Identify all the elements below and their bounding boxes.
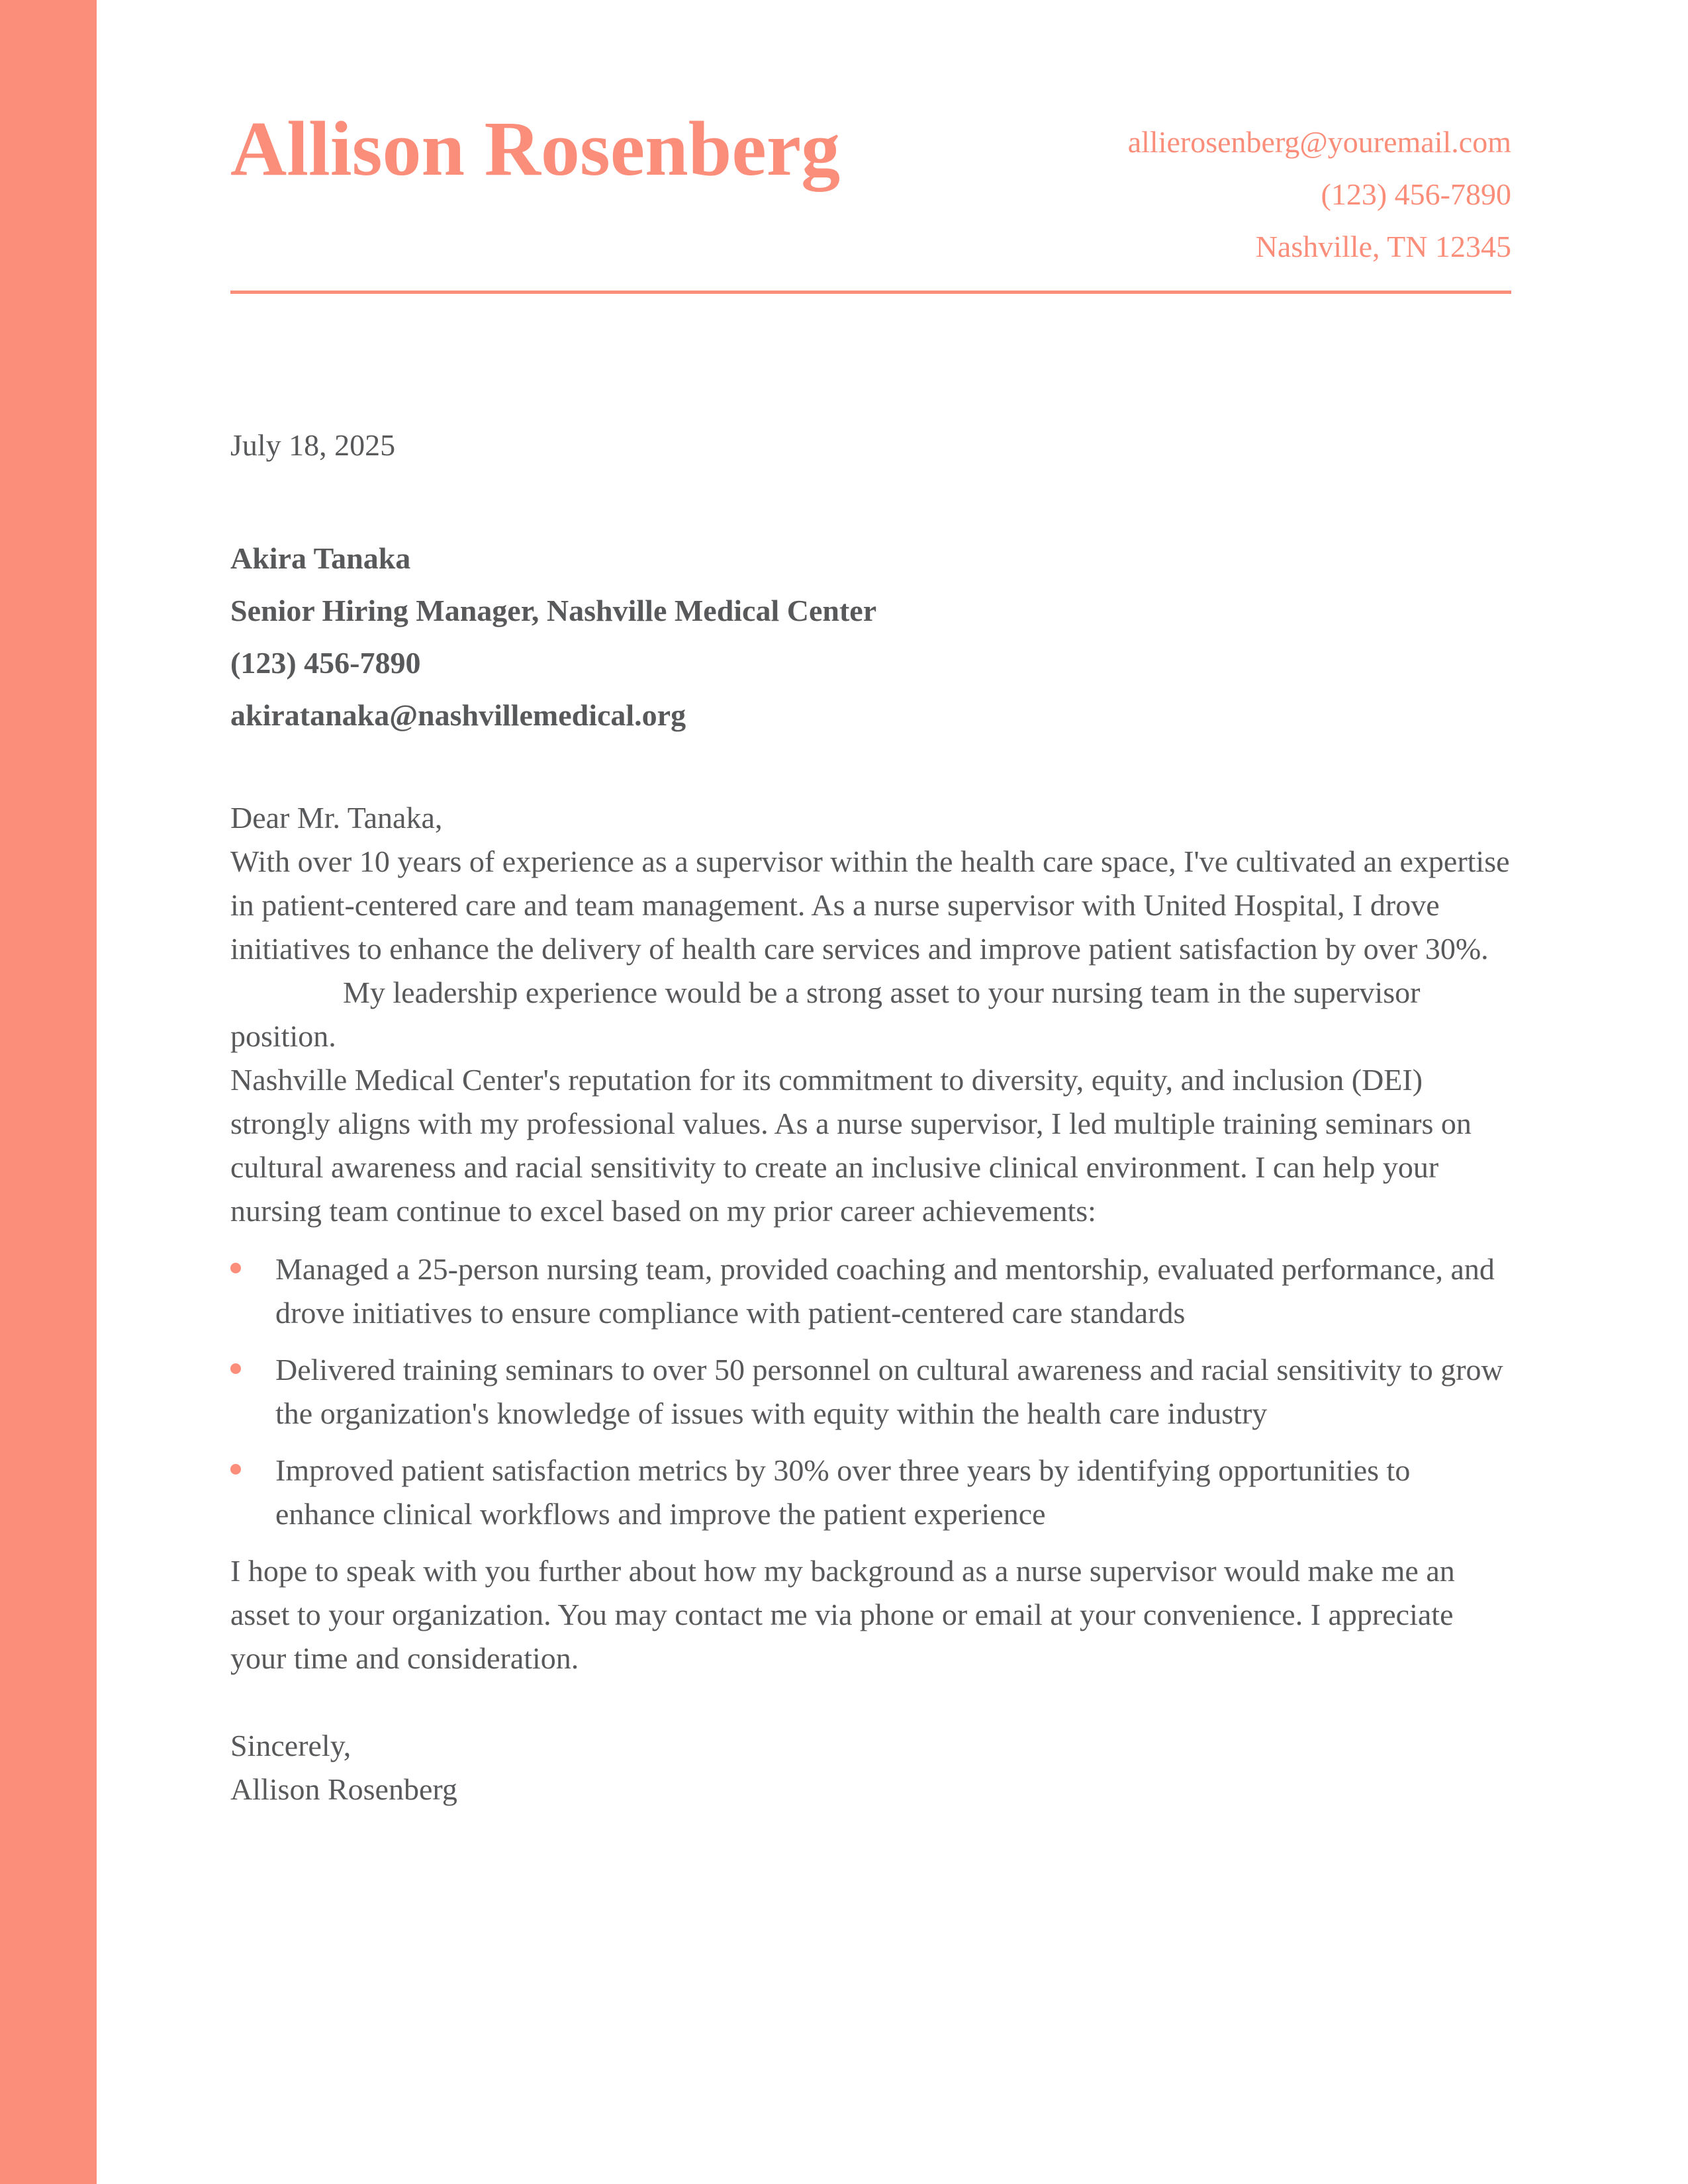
bullet-dot-icon [230, 1263, 241, 1273]
list-item [230, 1449, 1511, 1536]
header-divider [230, 291, 1511, 294]
intro-paragraph-part-1: With over 10 years of experience as a supervisor within the health care space, I've cultivated an expertise in patient-centered care and team management. As a nurse supervisor with United Hospital, I drove initiatives to enhance the delivery of health care services and improve patient satisfaction by over 30%. [230, 844, 1510, 966]
recipient-block [230, 532, 1511, 741]
signoff-block [230, 1724, 1511, 1811]
sender-name: Allison Rosenberg [230, 105, 841, 192]
achievement-text: Improved patient satisfaction metrics by 30% over three years by identifying opportunities to enhance clinical workflows and improve the patient experience [275, 1453, 1411, 1531]
signoff-closing: Sincerely, [230, 1729, 352, 1762]
intro-paragraph-part-2: My leadership experience would be a strong asset to your nursing team in the supervisor position. [230, 976, 1421, 1053]
achievement-text: Delivered training seminars to over 50 personnel on cultural awareness and racial sensitivity to grow the organization's knowledge of issues with equity within the health care industry [275, 1353, 1503, 1430]
sender-location: Nashville, TN 12345 [1255, 230, 1511, 263]
list-item [230, 1248, 1511, 1335]
letter-date: July 18, 2025 [230, 428, 396, 462]
recipient-email: akiratanaka@nashvillemedical.org [230, 698, 686, 732]
bullet-dot-icon [230, 1464, 241, 1475]
accent-side-bar [0, 0, 97, 2184]
recipient-title: Senior Hiring Manager, Nashville Medical Center [230, 594, 877, 627]
bullet-dot-icon [230, 1363, 241, 1374]
letter-body [230, 424, 1511, 1811]
sender-phone: (123) 456-7890 [1321, 177, 1511, 211]
recipient-name: Akira Tanaka [230, 541, 411, 575]
achievements-list [230, 1248, 1511, 1536]
list-item [230, 1348, 1511, 1435]
intro-paragraph [230, 840, 1511, 1058]
sender-email: allierosenberg@youremail.com [1127, 125, 1511, 159]
achievement-text: Managed a 25-person nursing team, provided coaching and mentorship, evaluated performance, and drove initiatives to ensure compliance with patient-centered care standards [275, 1252, 1495, 1330]
salutation: Dear Mr. Tanaka, [230, 801, 443, 835]
recipient-phone: (123) 456-7890 [230, 646, 421, 680]
closing-paragraph: I hope to speak with you further about how my background as a nurse supervisor would make me an asset to your organization. You may contact me via phone or email at your convenience. I appreciate your time and consideration. [230, 1554, 1455, 1675]
values-paragraph: Nashville Medical Center's reputation for its commitment to diversity, equity, and inclusion (DEI) strongly aligns with my professional values. As a nurse supervisor, I led multiple training seminars on cultural awareness and racial sensitivity to create an inclusive clinical environment. I can help your nursing team continue to excel based on my prior career achievements: [230, 1063, 1472, 1228]
sender-contact-block [1128, 116, 1511, 273]
signoff-name: Allison Rosenberg [230, 1772, 457, 1806]
letter-header [230, 106, 1511, 295]
